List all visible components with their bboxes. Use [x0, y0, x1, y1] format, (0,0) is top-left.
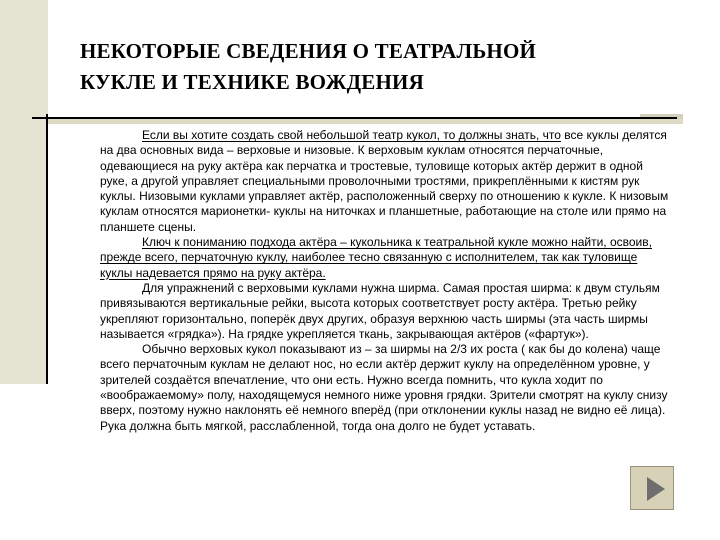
paragraph-3-rest: Для упражнений с верховыми куклами нужна ширма. Самая простая ширма: к двум стульям привязываются вертикальные рейки, высота которых соответствует росту актёра. Третью рейку укрепляют горизонтально, поперёк двух других, образуя верхнюю часть ширмы (эта часть ширмы называется «грядка»). На грядке укрепляется ткань, закрывающая актёров («фартук»). [100, 280, 660, 341]
paragraph-4 [100, 342, 670, 434]
play-triangle-icon [647, 477, 665, 501]
paragraph-2 [100, 235, 670, 281]
paragraph-1-underlined: Если вы хотите создать свой небольшой театр кукол, то должны знать, что [142, 128, 561, 142]
next-slide-button[interactable] [630, 466, 674, 510]
paragraph-2-underlined: Ключ к пониманию подхода актёра – кукольника к театральной кукле можно найти, освоив, прежде всего, перчаточную куклу, наиболее тесно связанную с исполнителем, так как туловище куклы надевается прямо на руку актёра. [100, 235, 652, 280]
paragraph-1-rest: все куклы делятся на два основных вида – верховые и низовые. К верховым куклам относятся перчаточные, одевающиеся на руку актёра как перчатка и тростевые, туловище которых актёр держит в одной руке, а другой управляет специальными проволочными тростями, прикреплёнными к кистям рук куклы. Низовыми куклами управляет актёр, расположенный сверху по отношению к кукле. К низовым куклам относятся марионетки- куклы на ниточках и планшетные, работающие на столе или прямо на планшете сцены. [100, 128, 669, 234]
title-line-1: НЕКОТОРЫЕ СВЕДЕНИЯ О ТЕАТРАЛЬНОЙ [80, 39, 537, 63]
left-vertical-rule [46, 114, 48, 384]
paragraph-3 [100, 281, 670, 342]
paragraph-1 [100, 128, 670, 235]
title-line-2: КУКЛЕ И ТЕХНИКЕ ВОЖДЕНИЯ [80, 70, 424, 94]
slide-title [80, 36, 680, 98]
paragraph-4-rest: Обычно верховых кукол показывают из – за ширмы на 2/3 их роста ( как бы до колена) чаще всего перчаточным куклам не делают нос, но если актёр держит куклу на определённом уровне, у зрителей создаётся впечатление, что они есть. Нужно всегда помнить, что кукла ходит по «воображаемому» полу, находящемуся немного ниже уровня грядки. Зрители смотрят на куклу снизу вверх, поэтому нужно наклонять её немного вперёд (при отклонении куклы назад не видно её лица). Рука должна быть мягкой, расслабленной, тогда она долго не будет уставать. [100, 342, 668, 433]
title-underline-tan [48, 119, 683, 124]
body-text [100, 128, 670, 488]
left-decor-bar [0, 0, 48, 384]
title-underline [32, 117, 677, 119]
